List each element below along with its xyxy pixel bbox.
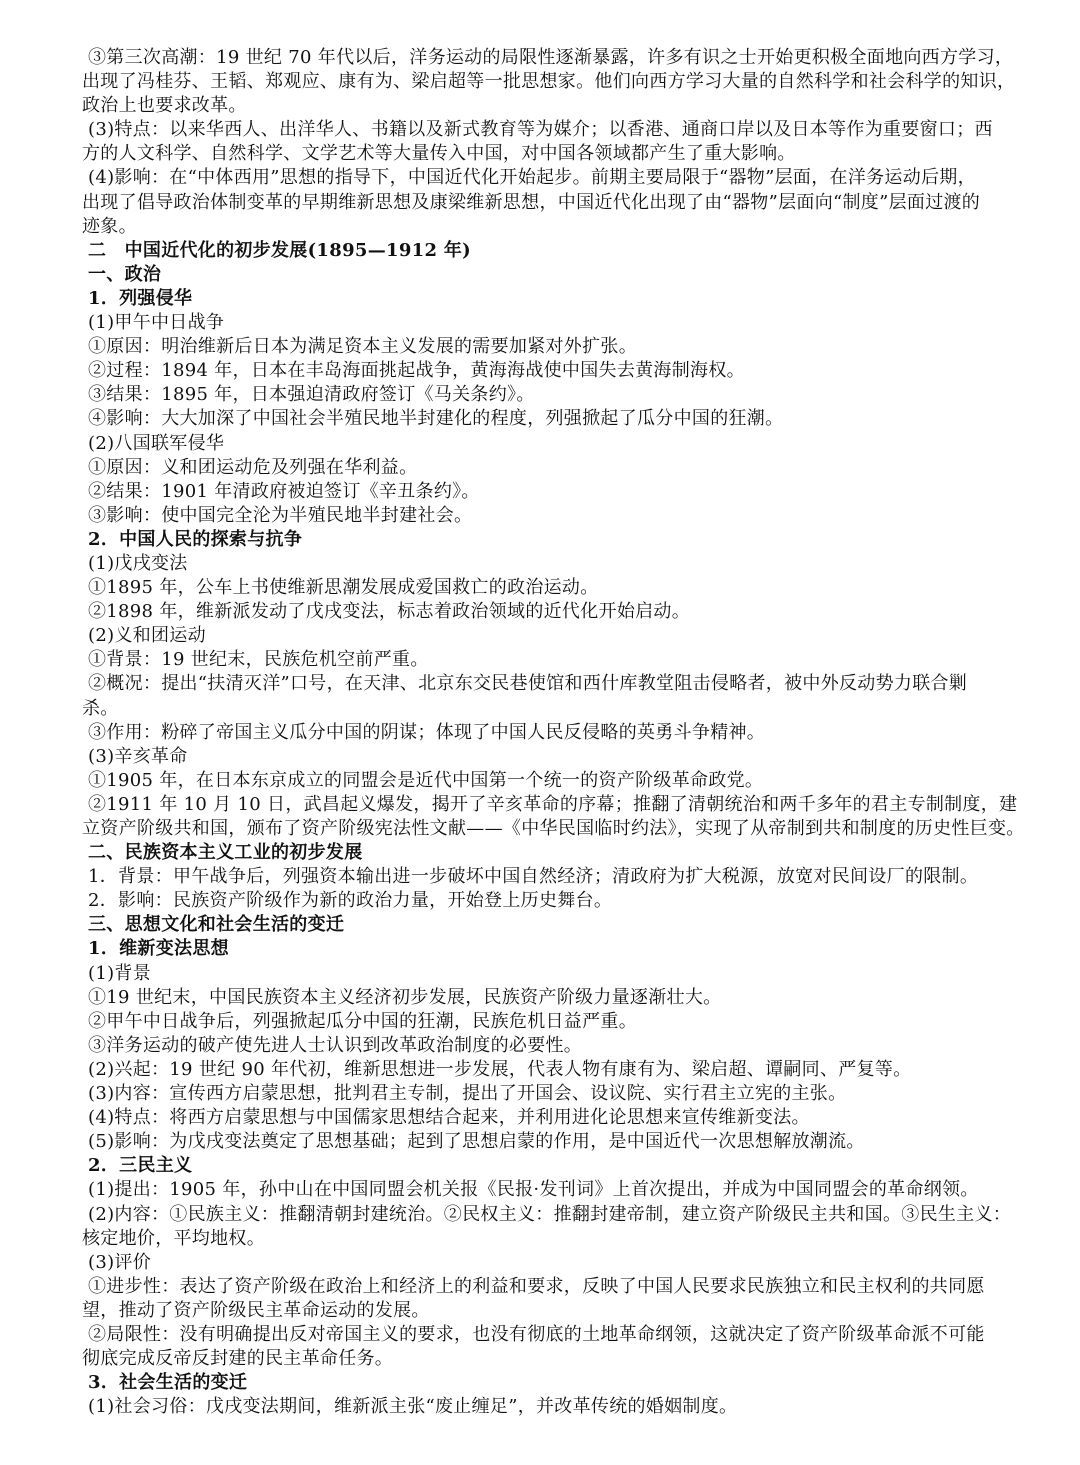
text-line: (2)内容：①民族主义：推翻清朝封建统治。②民权主义：推翻封建帝制，建立资产阶级民主共和国。③民生主义： bbox=[88, 1203, 1012, 1225]
text-line: 出现了倡导政治体制变革的早期维新思想及康梁维新思想，中国近代化出现了由“器物”层面向“制度”层面过渡的 bbox=[82, 191, 981, 213]
text-line: 彻底完成反帝反封建的民主革命任务。 bbox=[82, 1348, 394, 1370]
text-line: ②甲午中日战争后，列强掀起瓜分中国的狂潮，民族危机日益严重。 bbox=[88, 1010, 637, 1032]
text-line: ③洋务运动的破产使先进人士认识到改革政治制度的必要性。 bbox=[88, 1034, 583, 1056]
text-line: (1)社会习俗：戊戌变法期间，维新派主张“废止缠足”，并改革传统的婚姻制度。 bbox=[88, 1396, 738, 1418]
text-line: ①原因：义和团运动危及列强在华利益。 bbox=[88, 456, 418, 478]
section-heading: 3．社会生活的变迁 bbox=[88, 1372, 248, 1394]
text-line: (5)影响：为戊戌变法奠定了思想基础；起到了思想启蒙的作用，是中国近代一次思想解放潮流。 bbox=[88, 1131, 865, 1153]
section-heading: 1．维新变法思想 bbox=[88, 938, 229, 960]
text-line: ①进步性：表达了资产阶级在政治上和经济上的利益和要求，反映了中国人民要求民族独立和民主权利的共同愿 bbox=[88, 1275, 985, 1297]
text-line: 方的人文科学、自然科学、文学艺术等大量传入中国，对中国各领域都产生了重大影响。 bbox=[82, 143, 796, 165]
text-line: 政治上也要求改革。 bbox=[82, 95, 247, 117]
text-line: ③影响：使中国完全沦为半殖民地半封建社会。 bbox=[88, 504, 473, 526]
text-line: 迹象。 bbox=[82, 215, 137, 237]
section-heading: 2．中国人民的探索与抗争 bbox=[88, 528, 303, 550]
text-line: ①1905 年，在日本东京成立的同盟会是近代中国第一个统一的资产阶级革命政党。 bbox=[88, 769, 764, 791]
text-line: ③作用：粉碎了帝国主义瓜分中国的阴谋；体现了中国人民反侵略的英勇斗争精神。 bbox=[88, 721, 766, 743]
text-line: ③第三次高潮：19 世纪 70 年代以后，洋务运动的局限性逐渐暴露，许多有识之士开始更积极全面地向西方学习， bbox=[88, 47, 1014, 68]
text-line: (4)影响：在“中体西用”思想的指导下，中国近代化开始起步。前期主要局限于“器物”层面，在洋务运动后期， bbox=[88, 167, 976, 189]
text-line: ①1895 年，公车上书使维新思潮发展成爱国救亡的政治运动。 bbox=[88, 577, 599, 599]
text-line: ②过程：1894 年，日本在丰岛海面挑起战争，黄海海战使中国失去黄海制海权。 bbox=[88, 360, 745, 382]
text-line: (3)评价 bbox=[88, 1251, 151, 1273]
section-heading: 三、思想文化和社会生活的变迁 bbox=[88, 914, 345, 936]
section-heading: 1．列强侵华 bbox=[88, 287, 193, 309]
section-heading: 二、民族资本主义工业的初步发展 bbox=[88, 842, 363, 864]
text-line: ②1911 年 10 月 10 日，武昌起义爆发，揭开了辛亥革命的序幕；推翻了清朝统治和两千多年的君主专制制度，建 bbox=[88, 793, 1018, 815]
text-line: ④影响：大大加深了中国社会半殖民地半封建化的程度，列强掀起了瓜分中国的狂潮。 bbox=[88, 408, 784, 430]
text-line: ①19 世纪末，中国民族资本主义经济初步发展，民族资产阶级力量逐渐壮大。 bbox=[88, 986, 722, 1008]
text-line: (2)八国联军侵华 bbox=[88, 432, 225, 454]
section-heading: 一、政治 bbox=[88, 263, 162, 285]
section-heading: 二 中国近代化的初步发展(1895—1912 年) bbox=[88, 239, 471, 261]
text-line: (1)提出：1905 年，孙中山在中国同盟会机关报《民报·发刊词》上首次提出，并成为中国同盟会的革命纲领。 bbox=[88, 1179, 979, 1201]
text-line: ①背景：19 世纪末，民族危机空前严重。 bbox=[88, 649, 429, 671]
text-line: 出现了冯桂芬、王韬、郑观应、康有为、梁启超等一批思想家。他们向西方学习大量的自然科学和社会科学的知识， bbox=[82, 71, 1016, 93]
text-line: ②局限性：没有明确提出反对帝国主义的要求，也没有彻底的土地革命纲领，这就决定了资产阶级革命派不可能 bbox=[88, 1323, 985, 1345]
text-line: (2)兴起：19 世纪 90 年代初，维新思想进一步发展，代表人物有康有为、梁启超、谭嗣同、严复等。 bbox=[88, 1058, 912, 1080]
text-line: (4)特点：将西方启蒙思想与中国儒家思想结合起来，并利用进化论思想来宣传维新变法。 bbox=[88, 1107, 810, 1129]
text-line: 杀。 bbox=[82, 697, 119, 719]
text-line: 核定地价，平均地权。 bbox=[82, 1227, 265, 1249]
text-line: ①原因：明治维新后日本为满足资本主义发展的需要加紧对外扩张。 bbox=[88, 336, 637, 358]
text-line: 1．背景：甲午战争后，列强资本输出进一步破坏中国自然经济；清政府为扩大税源，放宽对民间设厂的限制。 bbox=[88, 866, 979, 888]
text-line: ②概况：提出“扶清灭洋”口号，在天津、北京东交民巷使馆和西什库教堂阻击侵略者，被中外反动势力联合剿 bbox=[88, 673, 968, 695]
text-line: ③结果：1895 年，日本强迫清政府签订《马关条约》。 bbox=[88, 384, 535, 406]
text-line: ②结果：1901 年清政府被迫签订《辛丑条约》。 bbox=[88, 480, 480, 502]
text-line: (1)甲午中日战争 bbox=[88, 312, 225, 334]
text-line: 2．影响：民族资产阶级作为新的政治力量，开始登上历史舞台。 bbox=[88, 890, 613, 912]
text-line: (1)背景 bbox=[88, 962, 151, 984]
text-line: 立资产阶级共和国，颁布了资产阶级宪法性文献——《中华民国临时约法》，实现了从帝制到共和制度的历史性巨变。 bbox=[82, 818, 1025, 839]
section-heading: 2．三民主义 bbox=[88, 1155, 193, 1177]
text-line: (3)辛亥革命 bbox=[88, 745, 188, 767]
text-line: (3)内容：宣传西方启蒙思想，批判君主专制，提出了开国会、设议院、实行君主立宪的主张。 bbox=[88, 1083, 847, 1105]
text-line: ②1898 年，维新派发动了戊戌变法，标志着政治领域的近代化开始启动。 bbox=[88, 601, 691, 623]
text-line: (3)特点：以来华西人、出洋华人、书籍以及新式教育等为媒介；以香港、通商口岸以及日本等作为重要窗口；西 bbox=[88, 119, 993, 141]
text-line: 望，推动了资产阶级民主革命运动的发展。 bbox=[82, 1299, 430, 1321]
text-line: (1)戊戌变法 bbox=[88, 552, 188, 574]
text-line: (2)义和团运动 bbox=[88, 625, 206, 647]
document-page bbox=[82, 46, 1040, 1419]
